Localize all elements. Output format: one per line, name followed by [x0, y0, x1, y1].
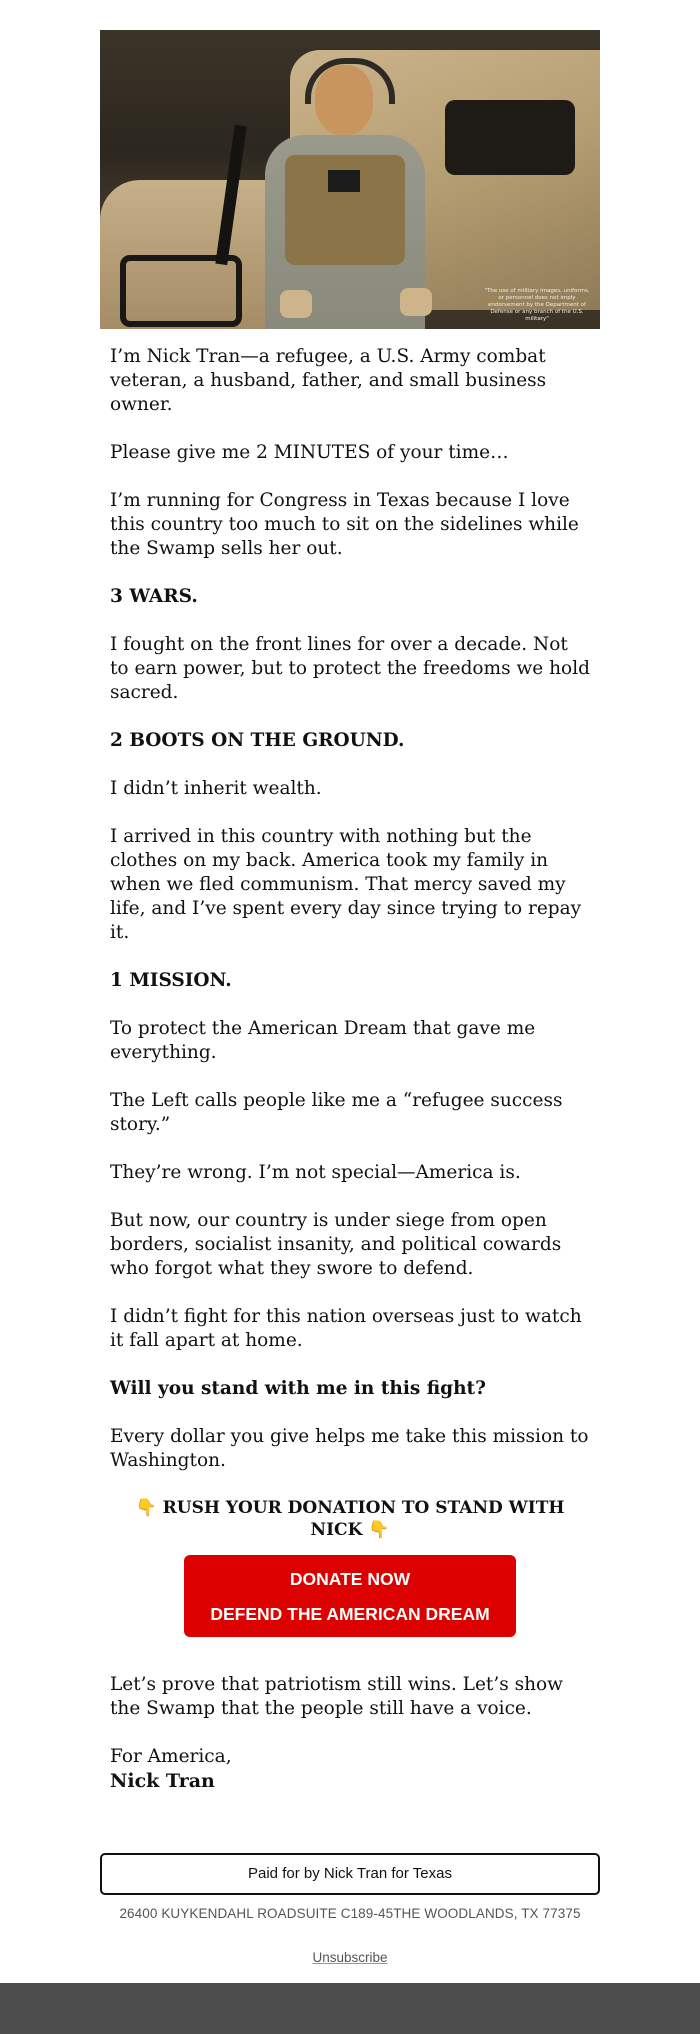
donate-button-line2: DEFEND THE AMERICAN DREAM: [210, 1604, 490, 1624]
paragraph-theyre-wrong: They’re wrong. I’m not special—America is.: [110, 1162, 521, 1183]
right-glove: [400, 288, 432, 316]
signoff-closing: For America,: [110, 1746, 232, 1767]
heading-stand-with-me: Will you stand with me in this fight?: [110, 1378, 486, 1399]
pointing-down-icon: 👇: [368, 1520, 390, 1540]
cta-line: [110, 1497, 590, 1541]
paragraph-intro: I’m Nick Tran—a refugee, a U.S. Army combat veteran, a husband, father, and small business owner.: [110, 346, 547, 415]
heading-2-boots: 2 BOOTS ON THE GROUND.: [110, 730, 405, 751]
paragraph-left-calls: The Left calls people like me a “refugee success story.”: [110, 1090, 563, 1135]
pointing-down-icon: 👇: [135, 1498, 157, 1518]
paragraph-every-dollar: Every dollar you give helps me take this mission to Washington.: [110, 1426, 589, 1471]
donate-button-line1: DONATE NOW: [289, 1569, 411, 1589]
footer-bar: [0, 1983, 700, 2034]
humvee-window: [445, 100, 575, 175]
paragraph-2-minutes: Please give me 2 MINUTES of your time…: [110, 442, 509, 463]
left-glove: [280, 290, 312, 318]
paragraph-running: I’m running for Congress in Texas because I love this country too much to sit on the sidelines while the Swamp sells her out.: [110, 490, 579, 559]
paragraph-arrived: I arrived in this country with nothing but the clothes on my back. America took my family in when we fled communism. That mercy saved my life, and I’ve spent every day since trying to repay it.: [110, 826, 582, 943]
heading-3-wars: 3 WARS.: [110, 586, 198, 607]
donate-button[interactable]: [184, 1555, 516, 1637]
unsubscribe-link[interactable]: Unsubscribe: [312, 1950, 388, 1965]
paragraph-wealth: I didn’t inherit wealth.: [110, 778, 322, 799]
signoff-name: Nick Tran: [110, 1770, 215, 1792]
paragraph-patriotism: Let’s prove that patriotism still wins. Let’s show the Swamp that the people still have a voice.: [110, 1674, 563, 1719]
cta-text: RUSH YOUR DONATION TO STAND WITH NICK: [162, 1498, 565, 1540]
photo-disclaimer: "The use of military images, uniforms, or personnel does not imply endorsement by the Department of Defense or any branch of the U.S. military": [484, 288, 590, 322]
mailing-address: 26400 KUYKENDAHL ROADSUITE C189-45THE WOODLANDS, TX 77375: [119, 1906, 581, 1921]
paragraph-american-dream: To protect the American Dream that gave me everything.: [110, 1018, 536, 1063]
vest-patch: [328, 170, 360, 192]
paragraph-under-siege: But now, our country is under siege from open borders, socialist insanity, and political cowards who forgot what they swore to defend.: [110, 1210, 562, 1279]
paid-for-box: Paid for by Nick Tran for Texas: [100, 1853, 600, 1895]
heading-1-mission: 1 MISSION.: [110, 970, 232, 991]
paragraph-front-lines: I fought on the front lines for over a decade. Not to earn power, but to protect the freedoms we hold sacred.: [110, 634, 590, 703]
candidate-photo: [100, 30, 600, 329]
signoff: [110, 1745, 590, 1793]
paragraph-fall-apart: I didn’t fight for this nation overseas just to watch it fall apart at home.: [110, 1306, 582, 1351]
message-content: [100, 329, 600, 1793]
email-body: [100, 30, 600, 1921]
humvee-grill: [120, 255, 242, 327]
